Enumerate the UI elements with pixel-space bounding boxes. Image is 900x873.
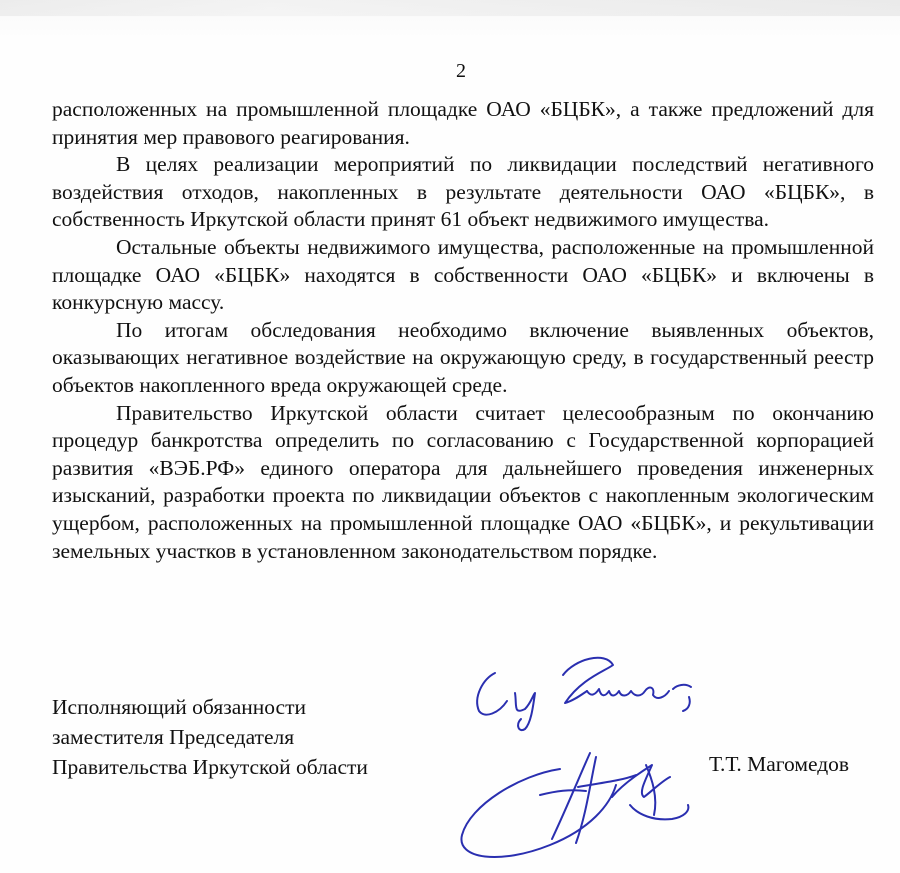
paragraph-registry-inclusion: По итогам обследования необходимо включение выявленных объектов, оказывающих негативное воздействие на окружающую среду, в государственный реестр объектов накопленного вреда окружающей среде. — [52, 317, 874, 397]
handwritten-visa — [455, 645, 715, 735]
handwritten-signature — [440, 735, 730, 870]
paragraph-government-proposal: Правительство Иркутской области считает целесообразным по окончанию процедур банкротства определить по согласованию с Государственной корпорацией развития «ВЭБ.РФ» единого оператора для дальнейшего проведения инженерных изысканий, разработки проекта по ликвидации объектов с накопленным экологическим ущербом, расположенных на промышленной площадке ОАО «БЦБК», и рекультивации земельных участков в установленном законодательством порядке. — [52, 400, 874, 563]
paragraph-continuation: расположенных на промышленной площадке ОАО «БЦБК», а также предложений для принятия мер правового реагирования. — [52, 97, 874, 149]
signatory-position-line: Правительства Иркутской области — [52, 755, 368, 779]
paragraph-property-transfer: В целях реализации мероприятий по ликвидации последствий негативного воздействия отходов, накопленных в результате деятельности ОАО «БЦБК», в собственность Иркутской области принят 61 объект недвижимого имущества. — [52, 152, 874, 232]
signatory-position — [52, 692, 368, 782]
paragraph-remaining-objects: Остальные объекты недвижимого имущества, расположенные на промышленной площадке ОАО «БЦБК» находятся в собственности ОАО «БЦБК» и включены в конкурсную массу. — [52, 234, 874, 315]
page-number: 2 — [456, 60, 466, 82]
scan-top-edge — [0, 0, 900, 16]
signatory-position-line: Исполняющий обязанности — [52, 695, 306, 719]
signatory-name: Т.Т. Магомедов — [709, 752, 850, 776]
signatory-position-line: заместителя Председателя — [52, 725, 295, 749]
document-body — [52, 96, 874, 565]
